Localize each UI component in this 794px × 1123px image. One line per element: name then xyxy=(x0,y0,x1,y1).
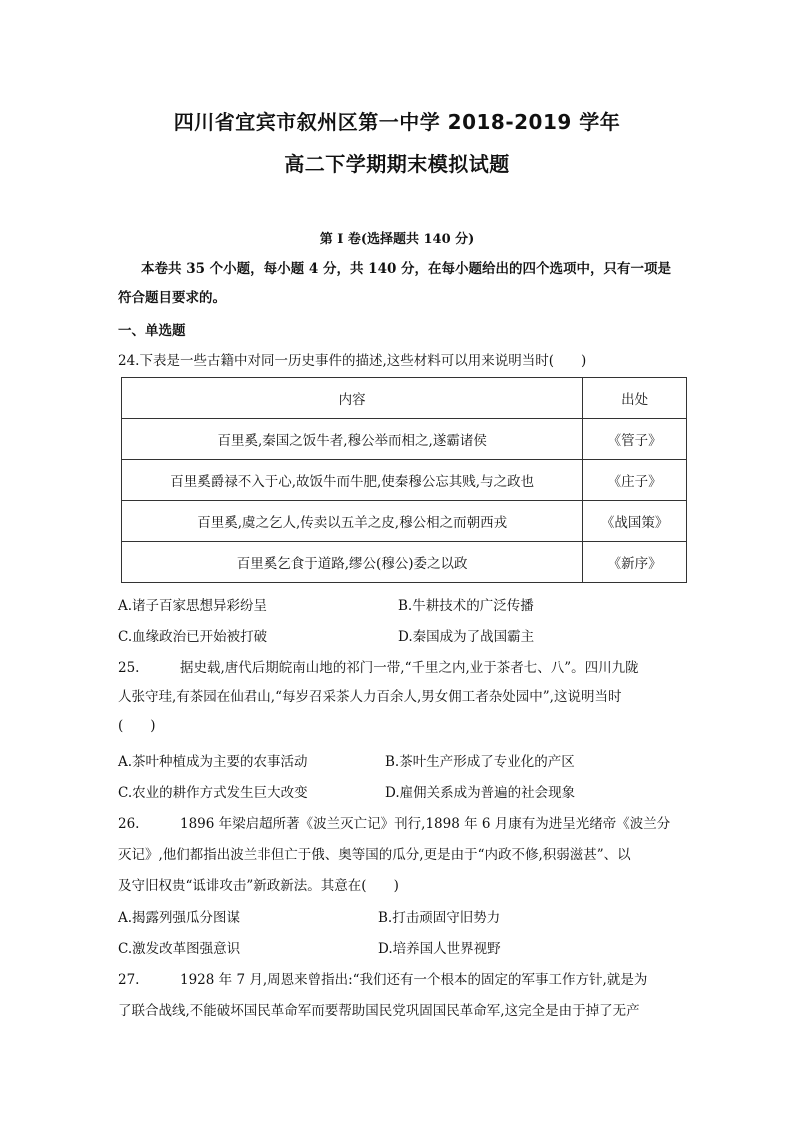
table-cell-source: 《战国策》 xyxy=(583,501,687,542)
q25-option-d[interactable]: D.雇佣关系成为普遍的社会现象 xyxy=(385,785,576,801)
q26-option-a[interactable]: A.揭露列强瓜分图谋 xyxy=(118,910,241,926)
table-header-content: 内容 xyxy=(122,378,583,419)
q25-option-b[interactable]: B.茶叶生产形成了专业化的产区 xyxy=(385,754,575,770)
q26-line1 xyxy=(118,814,678,834)
table-header-source: 出处 xyxy=(583,378,687,419)
table-cell-content: 百里奚爵禄不入于心,故饭牛而牛肥,使秦穆公忘其贱,与之政也 xyxy=(122,460,583,501)
q26-option-c[interactable]: C.激发改革图强意识 xyxy=(118,941,241,957)
q27-text-line1: 1928 年 7 月,周恩来曾指出:“我们还有一个根本的固定的军事工作方针,就是为 xyxy=(180,972,648,988)
q26-line2: 灭记》,他们都指出波兰非但亡于俄、奥等国的瓜分,更是由于“内政不修,积弱滋甚”、以 xyxy=(118,847,631,863)
table-cell-source: 《管子》 xyxy=(583,419,687,460)
table-row xyxy=(122,460,687,501)
q24-stem: 24.下表是一些古籍中对同一历史事件的描述,这些材料可以用来说明当时( ) xyxy=(118,353,587,369)
q24-option-b[interactable]: B.牛耕技术的广泛传播 xyxy=(398,598,534,614)
table-cell-content: 百里奚乞食于道路,缪公(穆公)委之以政 xyxy=(122,542,583,583)
q24-option-c[interactable]: C.血缘政治已开始被打破 xyxy=(118,629,268,645)
q26-number: 26. xyxy=(118,816,140,832)
q26-option-b[interactable]: B.打击顽固守旧势力 xyxy=(378,910,501,926)
q26-line3: 及守旧权贵“诋诽攻击”新政新法。其意在( ) xyxy=(118,878,399,894)
instruction-line1: 本卷共 35 个小题，每小题 4 分，共 140 分，在每小题给出的四个选项中，只有一项是 xyxy=(141,261,672,277)
q25-line1 xyxy=(118,658,678,678)
q27-number: 27. xyxy=(118,972,140,988)
table-row xyxy=(122,419,687,460)
q26-option-d[interactable]: D.培养国人世界视野 xyxy=(378,941,501,957)
exam-title-line1: 四川省宜宾市叙州区第一中学 2018-2019 学年 xyxy=(173,110,621,134)
table-row xyxy=(122,501,687,542)
q27-line2: 了联合战线,不能破坏国民革命军而要帮助国民党巩固国民革命军,这完全是由于掉了无产 xyxy=(118,1003,640,1019)
table-cell-source: 《庄子》 xyxy=(583,460,687,501)
q25-option-c[interactable]: C.农业的耕作方式发生巨大改变 xyxy=(118,785,308,801)
q27-line1 xyxy=(118,970,678,990)
q24-option-d[interactable]: D.秦国成为了战国霸主 xyxy=(398,629,535,645)
table-cell-source: 《新序》 xyxy=(583,542,687,583)
q25-line2: 人张守珪,有茶园在仙君山,“每岁召采茶人力百余人,男女佣工者杂处园中”,这说明当时 xyxy=(118,689,622,705)
part-heading: 一、单选题 xyxy=(118,323,186,339)
table-cell-content: 百里奚,虞之乞人,传卖以五羊之皮,穆公相之而朝西戎 xyxy=(122,501,583,542)
q24-table xyxy=(121,377,687,583)
q25-option-a[interactable]: A.茶叶种植成为主要的农事活动 xyxy=(118,754,308,770)
table-header-row xyxy=(122,378,687,419)
table-cell-content: 百里奚,秦国之饭牛者,穆公举而相之,遂霸诸侯 xyxy=(122,419,583,460)
exam-title-line2: 高二下学期期末模拟试题 xyxy=(284,152,510,176)
section-title: 第 I 卷(选择题共 140 分) xyxy=(319,232,475,247)
q26-text-line1: 1896 年梁启超所著《波兰灭亡记》刊行,1898 年 6 月康有为进呈光绪帝《波兰分 xyxy=(180,816,671,832)
table-row xyxy=(122,542,687,583)
q24-option-a[interactable]: A.诸子百家思想异彩纷呈 xyxy=(118,598,268,614)
q25-number: 25. xyxy=(118,660,140,676)
instruction-line2: 符合题目要求的。 xyxy=(118,290,226,306)
q25-text-line1: 据史载,唐代后期皖南山地的祁门一带,“千里之内,业于茶者七、八”。四川九陇 xyxy=(180,660,639,676)
q25-line3: ( ) xyxy=(118,718,156,734)
